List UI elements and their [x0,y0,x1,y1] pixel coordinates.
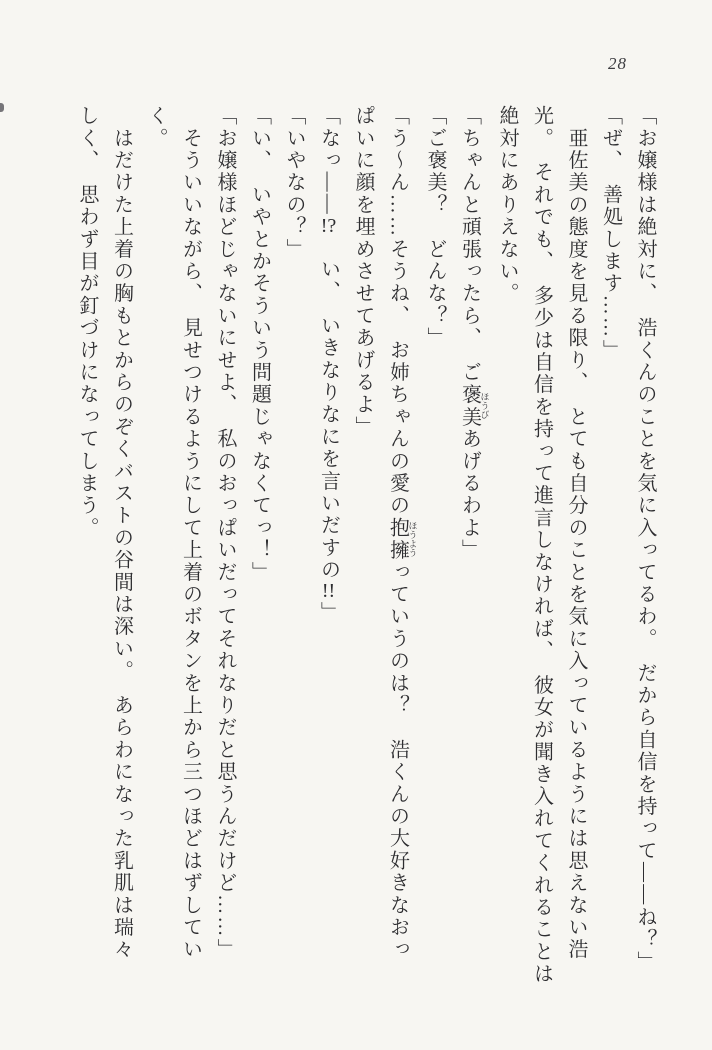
tate-chu-yoko: !? [320,216,337,236]
text-column: ぱいに顔を埋めさせてあげるよ」 [352,105,374,438]
scan-artifact [0,103,4,112]
text-column: 「いやなの？」 [283,105,305,261]
text-column: 「なっ――!? い、 いきなりなにを言いだすの!!」 [317,105,340,624]
ruby-annotated-word: 抱擁 ほうよう [386,516,418,562]
text-column: 「お嬢様は絶対に、 浩くんのことを気に入ってるわ。 だから自信を持って――ね？」 [634,105,656,973]
text-column: く。 [145,105,167,150]
text-column: 「お嬢様ほどじゃないにせよ、 私のおっぱいだってそれなりだと思うんだけど……」 [214,105,236,961]
text-column: 「い、 いやとかそういう問題じゃなくてっ！」 [248,105,271,584]
page-number: 28 [608,54,627,73]
text-column: 光。 それでも、 多少は自信を持って進言しなければ、 彼女が聞き入れてくれることは [530,105,553,986]
text-column: 「ご褒美？ どんな？」 [424,105,446,350]
ruby-annotated-word: 褒美 ほうび [458,383,490,429]
text-column: はだけた上着の胸もとからのぞくバストの谷間は深い。 あらわになった乳肌は瑞々 [110,105,133,961]
text-column: そういいながら、 見せつけるようにして上着のボタンを上から三つほどはずしてい [179,105,202,961]
body-text [70,105,663,997]
text-column: 「う〜ん……そうね、 お姉ちゃんの愛の抱擁 ほうようっていうのは？ 浩くんの大好きなおっ [386,105,418,961]
text-column: 「ちゃんと頑張ったら、 ご褒美 ほうびあげるわよ」 [458,105,490,562]
text-column: 絶対にありえない。 [496,105,518,305]
tate-chu-yoko: !! [321,581,336,602]
text-column: しく、 思わず目が釘づけになってしまう。 [76,105,98,539]
text-column: 「ぜ、 善処します……」 [599,105,622,362]
text-column: 亜佐美の態度を見る限り、 とても自分のことを気に入っているようには思えない浩 [565,105,587,961]
